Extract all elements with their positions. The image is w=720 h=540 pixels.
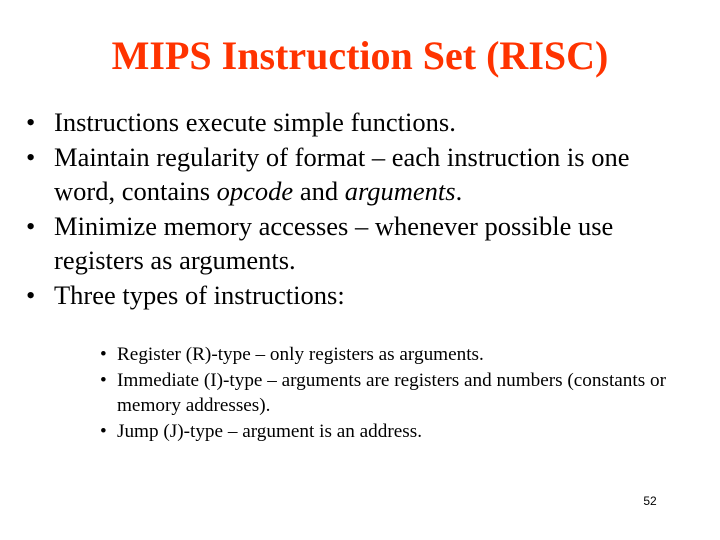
- sub-bullet-text: Jump (J)-type – argument is an address.: [117, 420, 422, 442]
- bullet-item: [24, 140, 694, 209]
- bullet-item: [24, 209, 694, 278]
- bullet-text-part: Maintain regularity of format – each instruction is one word, contains: [54, 141, 630, 206]
- bullet-item: [24, 105, 694, 140]
- sub-bullet-text: Immediate (I)-type – arguments are registers and numbers (constants or memory addresses).: [117, 369, 666, 416]
- bullet-dot-icon: •: [26, 141, 36, 172]
- bullet-text: Three types of instructions:: [54, 279, 345, 310]
- sub-bullet-item: [99, 342, 699, 368]
- bullet-text-part: and: [293, 176, 345, 206]
- bullet-emphasis-arguments: arguments: [344, 176, 456, 206]
- bullet-dot-icon: •: [100, 369, 107, 391]
- bullet-dot-icon: •: [26, 107, 36, 137]
- bullet-list: [24, 105, 694, 312]
- bullet-dot-icon: •: [26, 279, 36, 310]
- bullet-dot-icon: •: [26, 210, 36, 241]
- bullet-dot-icon: •: [100, 344, 107, 365]
- slide-title: MIPS Instruction Set (RISC): [111, 33, 609, 78]
- bullet-item: [24, 278, 694, 313]
- sub-bullet-text: Register (R)-type – only registers as arguments.: [117, 344, 484, 365]
- bullet-dot-icon: •: [100, 420, 107, 442]
- sub-bullet-item: [99, 419, 699, 445]
- bullet-text-part: .: [455, 176, 463, 206]
- bullet-text: Minimize memory accesses – whenever possible use registers as arguments.: [54, 210, 614, 275]
- page-number: 52: [643, 494, 657, 508]
- bullet-text: [54, 142, 629, 207]
- bullet-text: Instructions execute simple functions.: [54, 107, 456, 137]
- bullet-emphasis-opcode: opcode: [216, 176, 294, 206]
- sub-bullet-list: [99, 342, 699, 444]
- sub-bullet-item: [99, 368, 699, 419]
